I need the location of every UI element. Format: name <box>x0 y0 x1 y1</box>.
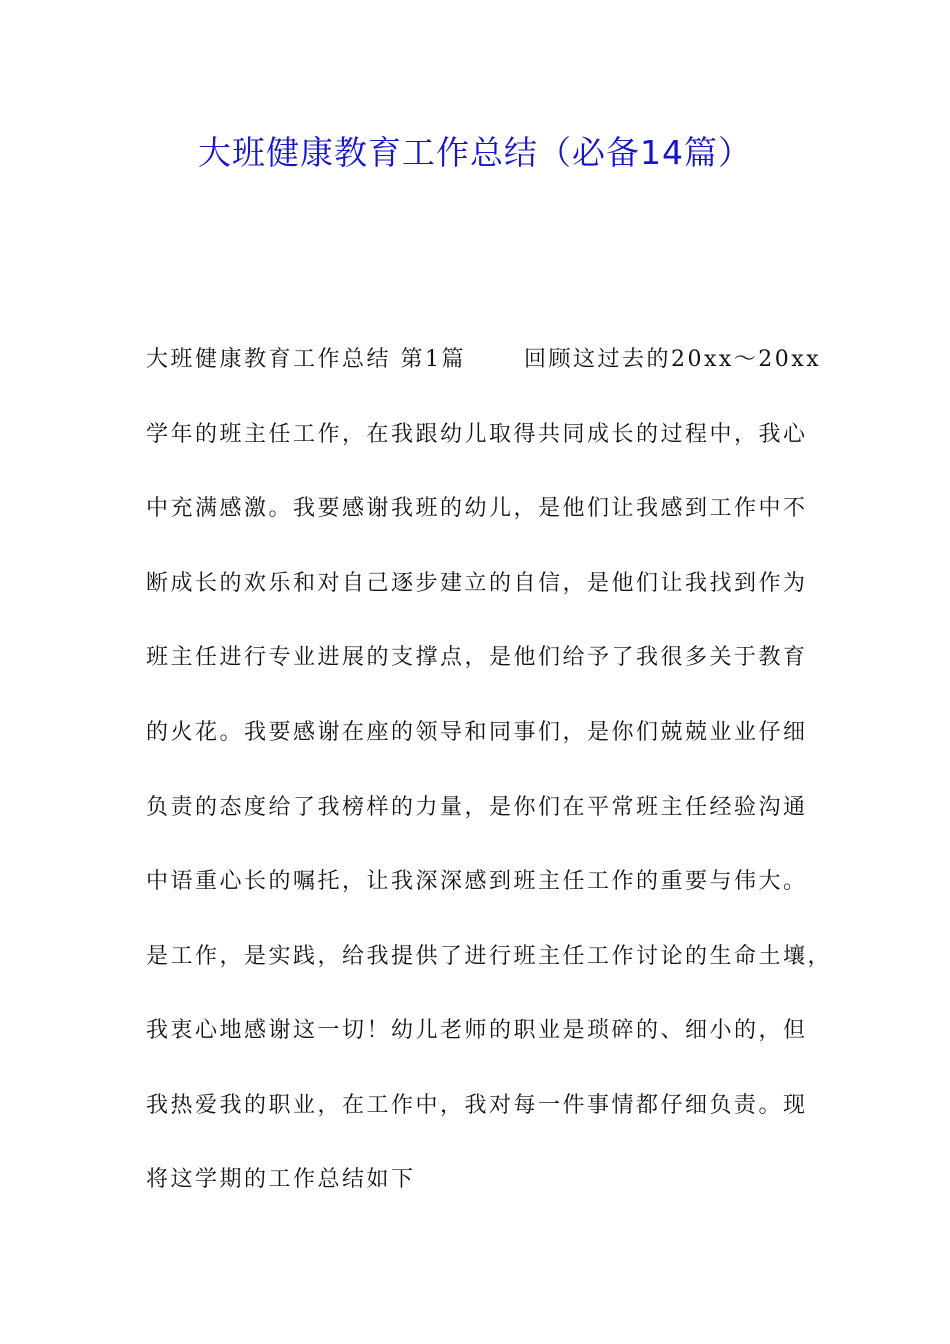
body-text-line: 是工作，是实践，给我提供了进行班主任工作讨论的生命土壤， <box>146 944 833 969</box>
body-text-line: 回顾这过去的20xx～20xx <box>524 347 822 372</box>
body-text-line: 我衷心地感谢这一切！幼儿老师的职业是琐碎的、细小的，但 <box>146 1018 808 1043</box>
body-text-line: 将这学期的工作总结如下 <box>146 1167 416 1192</box>
body-text-line: 我热爱我的职业，在工作中，我对每一件事情都仔细负责。现 <box>146 1093 808 1118</box>
body-text-line: 的火花。我要感谢在座的领导和同事们，是你们兢兢业业仔细 <box>146 720 808 745</box>
body-text-line: 班主任进行专业进展的支撑点，是他们给予了我很多关于教育 <box>146 645 808 670</box>
body-text-line: 中充满感激。我要感谢我班的幼儿，是他们让我感到工作中不 <box>146 496 808 521</box>
body-text-line: 学年的班主任工作，在我跟幼儿取得共同成长的过程中，我心 <box>146 422 808 447</box>
body-text-line: 断成长的欢乐和对自己逐步建立的自信，是他们让我找到作为 <box>146 571 808 596</box>
first-text-line <box>146 340 821 380</box>
body-text-line: 负责的态度给了我榜样的力量，是你们在平常班主任经验沟通 <box>146 795 808 820</box>
body-text-line: 中语重心长的嘱托，让我深深感到班主任工作的重要与伟大。 <box>146 869 808 894</box>
section-heading: 大班健康教育工作总结 第1篇 <box>146 347 466 372</box>
document-title: 大班健康教育工作总结（必备14篇） <box>198 133 752 172</box>
